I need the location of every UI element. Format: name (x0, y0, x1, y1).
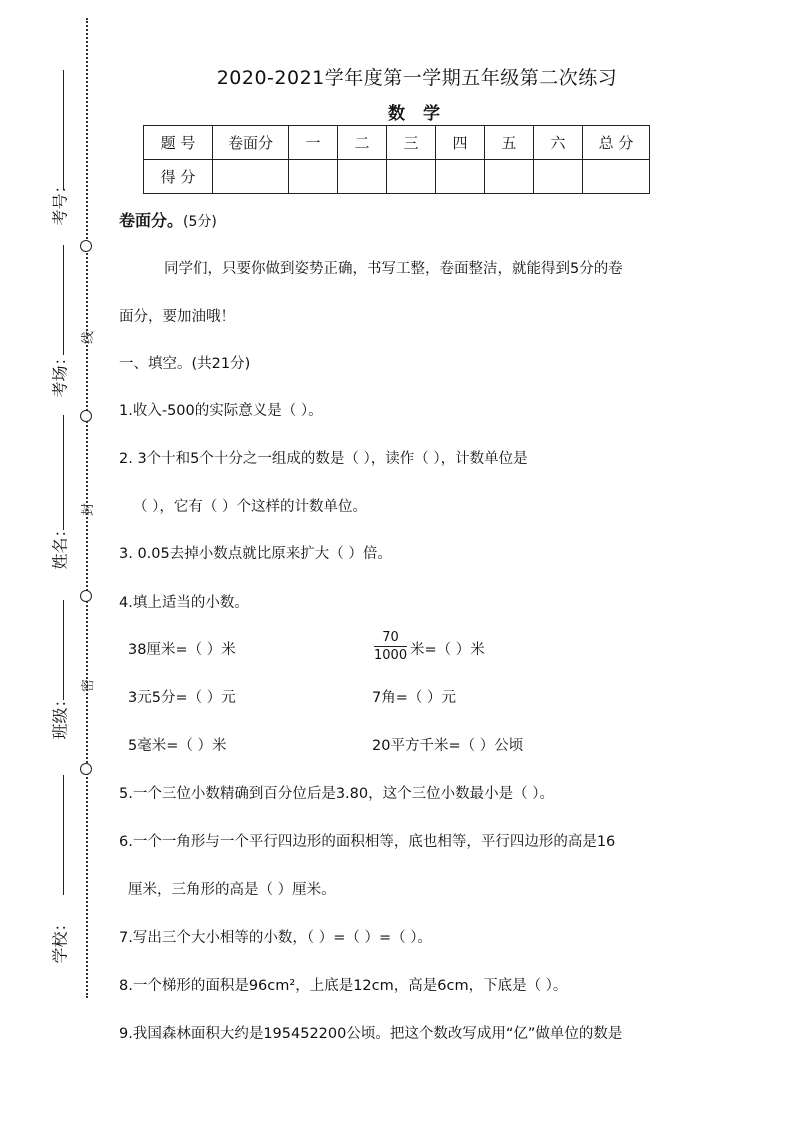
question-4: 4.填上适当的小数。 (119, 595, 249, 611)
question-3: 3. 0.05去掉小数点就比原来扩大（ ）倍。 (119, 546, 392, 562)
binding-hole-circle (80, 763, 92, 775)
exam-room-label: 考场： (50, 349, 70, 398)
student-name-label: 姓名： (50, 521, 70, 570)
school-label: 学校： (50, 915, 70, 964)
neatness-points: (5分) (183, 214, 217, 230)
part1-heading: 一、填空。(共21分) (119, 356, 251, 372)
binding-char-xian: 线 (81, 330, 97, 345)
score-cell: 四 (436, 126, 485, 160)
binding-hole-circle (80, 410, 92, 422)
question-6-line1: 6.一个一角形与一个平行四边形的面积相等，底也相等，平行四边形的高是16 (119, 834, 616, 850)
question-2-line2: （ ），它有（ ）个这样的计数单位。 (133, 499, 367, 515)
question-4a: 38厘米=（ ）米 (128, 642, 236, 658)
score-cell: 总 分 (583, 126, 650, 160)
score-input-cell[interactable] (338, 160, 387, 194)
binding-hole-circle (80, 590, 92, 602)
neatness-section-heading (119, 208, 217, 231)
binding-char-feng: 封 (81, 502, 97, 517)
subject-title: 数 学 (388, 104, 446, 124)
question-4e: 5毫米=（ ）米 (128, 738, 227, 754)
score-input-cell[interactable] (485, 160, 534, 194)
class-line[interactable] (63, 600, 64, 700)
question-2-line1: 2. 3个十和5个十分之一组成的数是（ ），读作（ ），计数单位是 (119, 451, 528, 467)
fraction-numerator: 70 (374, 629, 407, 647)
fraction-denominator: 1000 (374, 648, 408, 663)
exam-number-label: 考号： (50, 177, 70, 226)
score-cell: 三 (387, 126, 436, 160)
score-input-cell[interactable] (583, 160, 650, 194)
neatness-text-line: 同学们，只要你做到姿势正确，书写工整，卷面整洁，就能得到5分的卷 (164, 261, 623, 277)
neatness-text-line: 面分，要加油哦！ (119, 309, 235, 325)
score-cell: 五 (485, 126, 534, 160)
question-9: 9.我国森林面积大约是195452200公顷。把这个数改写成用“亿”做单位的数是 (119, 1026, 623, 1042)
question-4b: 米=（ ）米 (410, 642, 485, 658)
question-5: 5.一个三位小数精确到百分位后是3.80，这个三位小数最小是（ ）。 (119, 786, 554, 802)
score-cell: 题 号 (144, 126, 213, 160)
score-cell: 二 (338, 126, 387, 160)
question-8: 8.一个梯形的面积是96cm²，上底是12cm，高是6cm，下底是（ ）。 (119, 978, 568, 994)
question-7: 7.写出三个大小相等的小数，（ ）=（ ）=（ ）。 (119, 930, 432, 946)
score-input-cell[interactable] (213, 160, 289, 194)
school-line[interactable] (63, 775, 64, 895)
score-cell: 六 (534, 126, 583, 160)
score-table-header-row (144, 126, 650, 160)
score-input-cell[interactable] (289, 160, 338, 194)
score-table (143, 125, 650, 194)
question-1: 1.收入-500的实际意义是（ ）。 (119, 403, 323, 419)
student-name-line[interactable] (63, 415, 64, 530)
score-cell: 一 (289, 126, 338, 160)
score-input-cell[interactable] (436, 160, 485, 194)
question-4d: 7角=（ ）元 (372, 690, 456, 706)
neatness-heading: 卷面分。 (119, 211, 184, 230)
class-label: 班级： (50, 691, 70, 740)
question-6-line2: 厘米，三角形的高是（ ）厘米。 (128, 882, 336, 898)
question-4f: 20平方千米=（ ）公顷 (372, 738, 524, 754)
page-title: 2020-2021学年度第一学期五年级第二次练习 (216, 67, 618, 89)
binding-char-mi: 密 (81, 678, 97, 693)
binding-hole-circle (80, 240, 92, 252)
question-4c: 3元5分=（ ）元 (128, 690, 236, 706)
score-input-cell[interactable] (387, 160, 436, 194)
question-4b-fraction (374, 629, 407, 664)
score-table-score-row (144, 160, 650, 194)
score-cell: 得 分 (144, 160, 213, 194)
score-cell: 卷面分 (213, 126, 289, 160)
score-input-cell[interactable] (534, 160, 583, 194)
exam-room-line[interactable] (63, 245, 64, 355)
